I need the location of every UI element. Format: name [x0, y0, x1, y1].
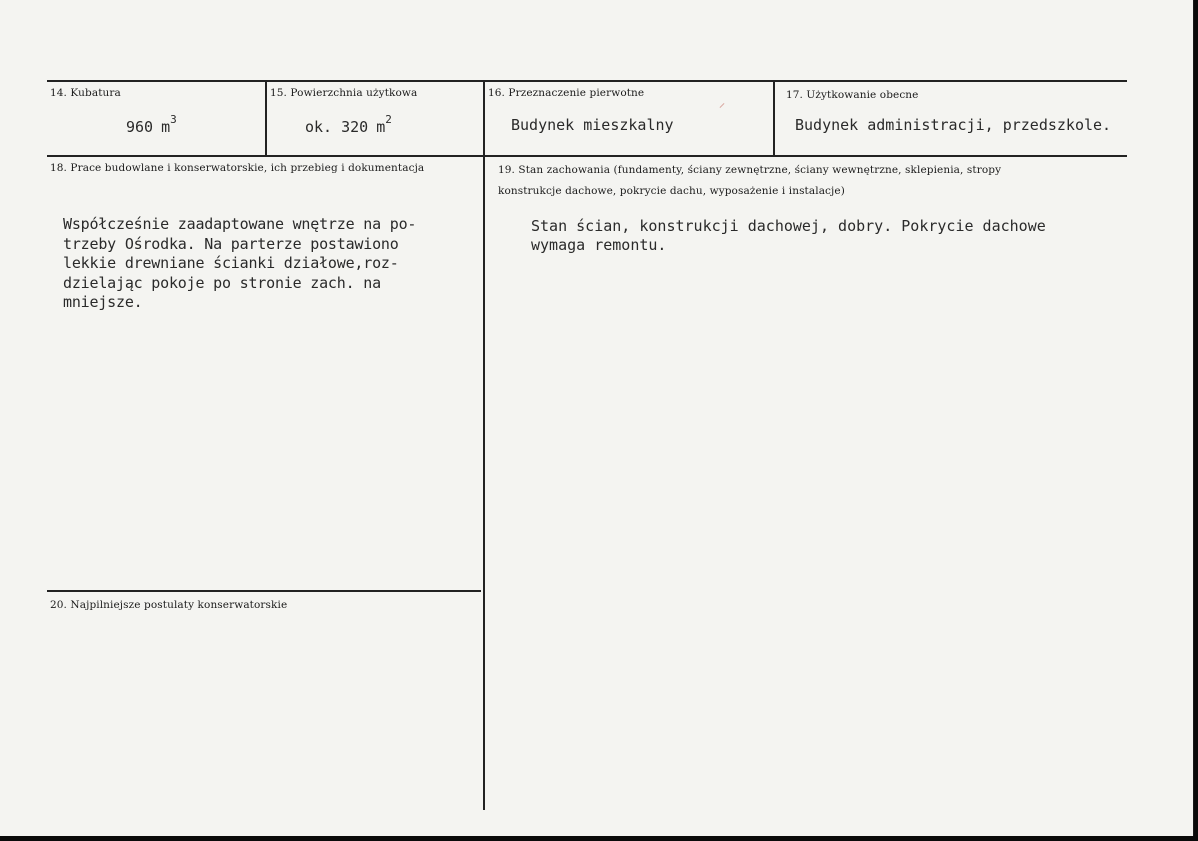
field-18-label: 18. Prace budowlane i konserwatorskie, ich przebieg i dokumentacja [50, 162, 425, 174]
field-18-text: Współcześnie zaadaptowane wnętrze na po- trzeby Ośrodka. Na parterze postawiono lekkie drewniane ścianki działowe,roz- dzielając pokoje po stronie zach. na mniejsze. [63, 215, 417, 311]
divider-15-16 [483, 80, 485, 810]
divider-16-17 [773, 80, 775, 156]
field-15-value [305, 113, 392, 136]
field-14-label: 14. Kubatura [50, 87, 121, 99]
field-15-label: 15. Powierzchnia użytkowa [270, 87, 418, 99]
lower-left-rule [47, 590, 481, 592]
middle-rule [47, 155, 1127, 157]
field-19-text: Stan ścian, konstrukcji dachowej, dobry. Pokrycie dachowe wymaga remontu. [531, 217, 1046, 254]
divider-14-15 [265, 80, 267, 156]
field-17-value: Budynek administracji, przedszkole. [795, 116, 1112, 134]
field-17-label: 17. Użytkowanie obecne [786, 89, 919, 101]
cubature-exponent: 3 [170, 113, 177, 126]
area-exponent: 2 [385, 113, 392, 126]
field-14-value [126, 113, 177, 136]
area-unit: m [376, 118, 386, 136]
field-19-label: 19. Stan zachowania (fundamenty, ściany zewnętrzne, ściany wewnętrzne, sklepienia, stropy konstrukcje dachowe, pokrycie dachu, wyposażenie i instalacje) [498, 164, 1002, 197]
field-20-label: 20. Najpilniejsze postulaty konserwatorskie [50, 599, 288, 611]
field-16-label: 16. Przeznaczenie pierwotne [488, 87, 645, 99]
area-number: ok. 320 [305, 118, 369, 136]
field-16-value: Budynek mieszkalny [511, 116, 674, 134]
top-rule [47, 80, 1127, 82]
cubature-unit: m [161, 118, 171, 136]
cubature-number: 960 [126, 118, 154, 136]
ink-speck [720, 103, 725, 108]
